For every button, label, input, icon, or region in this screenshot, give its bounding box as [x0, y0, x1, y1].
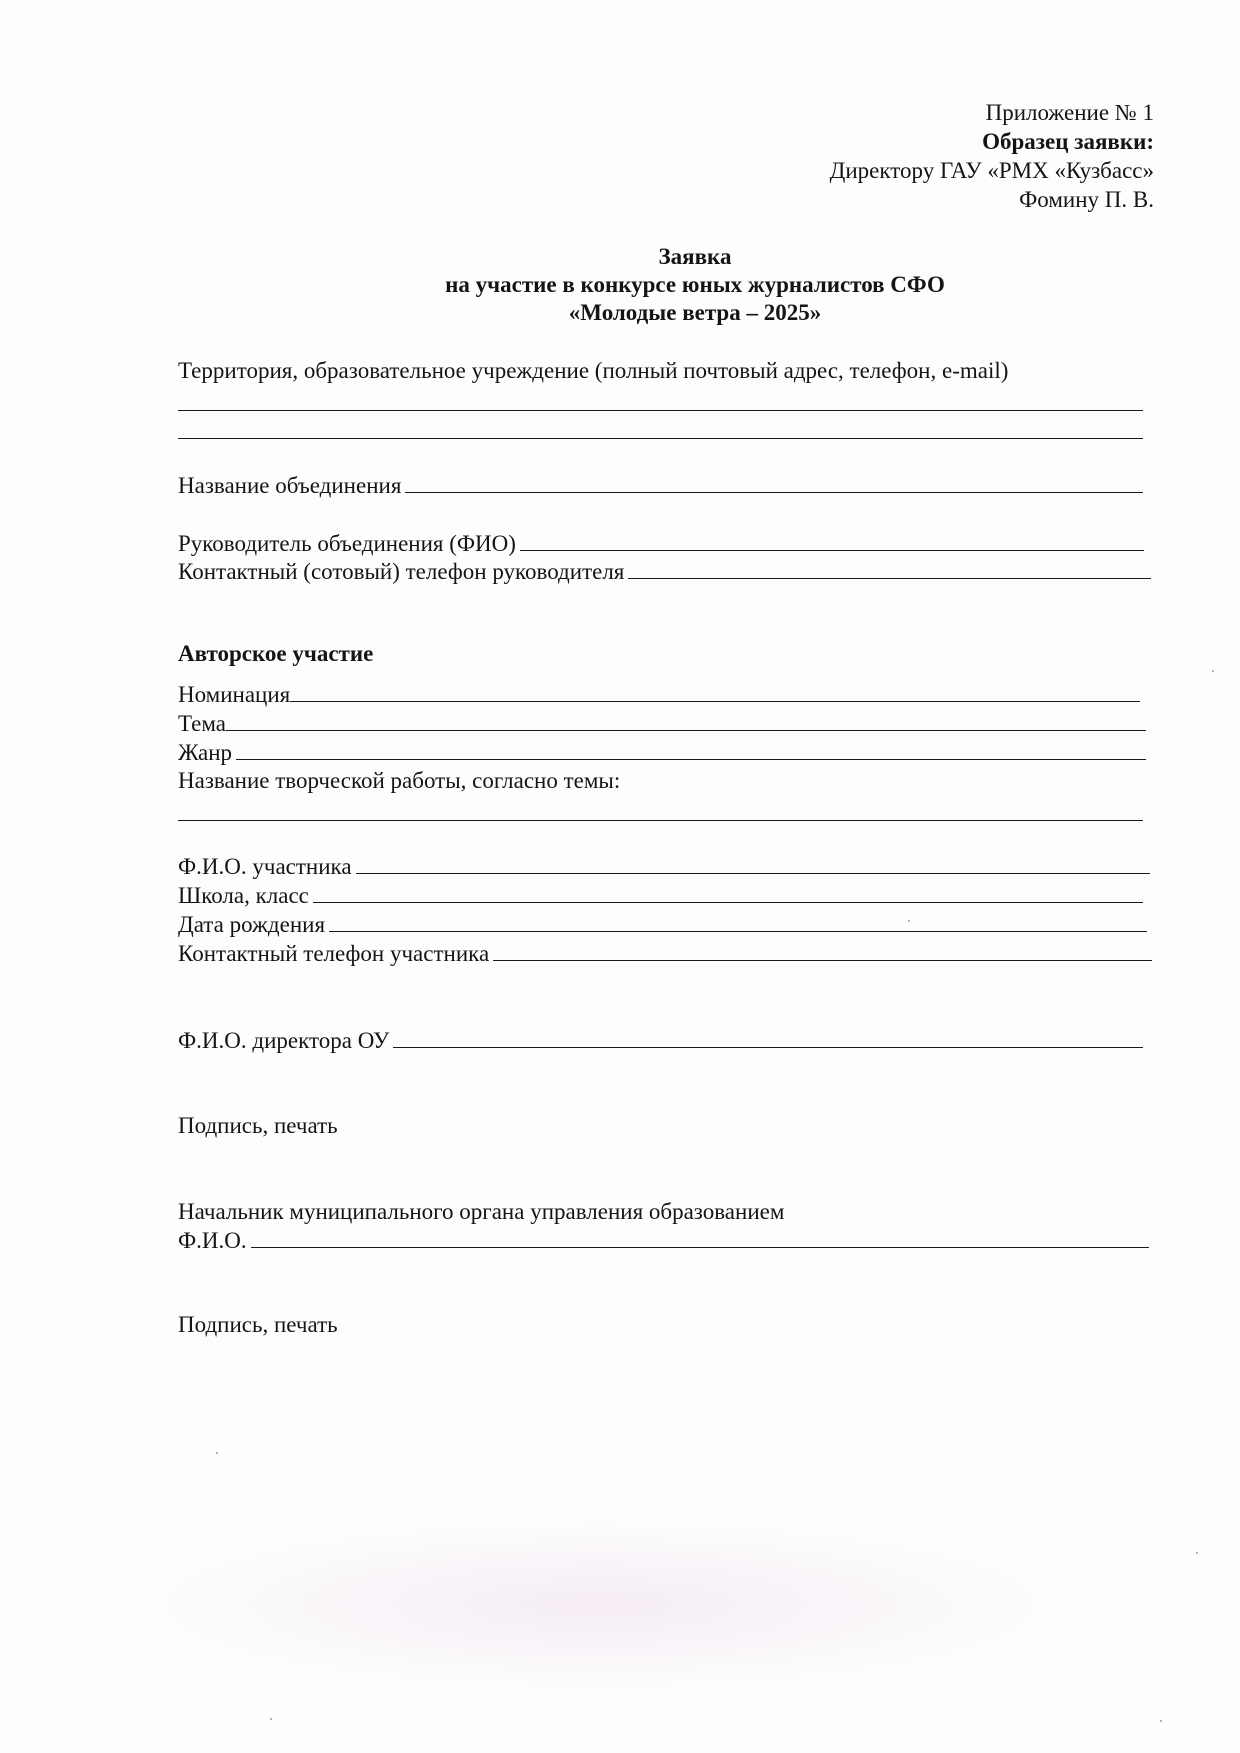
addressee-line-2: Фомину П. В. [1019, 187, 1154, 212]
genre-line[interactable] [236, 739, 1146, 760]
leader-line[interactable] [520, 530, 1144, 551]
participant-name-label: Ф.И.О. участника [178, 854, 352, 879]
head-name-field [178, 1227, 1149, 1255]
director-line[interactable] [393, 1027, 1143, 1048]
scan-speck [1212, 670, 1214, 672]
director-label: Ф.И.О. директора ОУ [178, 1028, 390, 1053]
association-name-label: Название объединения [178, 473, 402, 498]
title-line-1: Заявка [658, 244, 732, 269]
head-name-label: Ф.И.О. [178, 1228, 247, 1253]
title-line-2: на участие в конкурсе юных журналистов СФО [445, 272, 945, 297]
participant-phone-field [178, 940, 1152, 968]
school-class-line[interactable] [313, 882, 1143, 903]
participant-name-field [178, 853, 1150, 881]
school-class-field [178, 882, 1143, 910]
nomination-line[interactable] [290, 681, 1140, 702]
director-field [178, 1027, 1143, 1055]
addressee-block [830, 98, 1154, 214]
page-tint [150, 1520, 1050, 1690]
theme-line[interactable] [226, 710, 1146, 731]
scan-speck [1196, 1552, 1198, 1554]
document-title [0, 243, 1240, 327]
sample-label: Образец заявки: [982, 129, 1154, 154]
leader-phone-field [178, 558, 1151, 586]
work-title-line[interactable] [178, 820, 1143, 821]
genre-label: Жанр [178, 740, 233, 765]
nomination-field [178, 681, 1140, 709]
scan-speck [1160, 1720, 1162, 1722]
leader-phone-line[interactable] [628, 558, 1151, 579]
signature-label-2: Подпись, печать [178, 1312, 338, 1337]
scan-speck [270, 1718, 272, 1720]
appendix-number: Приложение № 1 [985, 100, 1154, 125]
territory-label: Территория, образовательное учреждение (полный почтовый адрес, телефон, e-mail) [178, 358, 1009, 383]
participant-name-line[interactable] [356, 853, 1150, 874]
leader-field [178, 530, 1144, 558]
association-name-field [178, 472, 1143, 500]
birth-date-field [178, 911, 1147, 939]
addressee-line-1: Директору ГАУ «РМХ «Кузбасс» [829, 158, 1154, 183]
territory-line-1[interactable] [178, 410, 1143, 411]
participant-phone-label: Контактный телефон участника [178, 941, 490, 966]
authorship-heading: Авторское участие [178, 641, 374, 666]
leader-phone-label: Контактный (сотовый) телефон руководителя [178, 559, 625, 584]
participant-phone-line[interactable] [493, 940, 1152, 961]
education-head-label: Начальник муниципального органа управления образованием [178, 1199, 785, 1224]
birth-date-label: Дата рождения [178, 912, 326, 937]
theme-label: Тема [178, 711, 226, 736]
genre-field [178, 739, 1146, 767]
signature-label-1: Подпись, печать [178, 1113, 338, 1138]
theme-field [178, 710, 1146, 738]
nomination-label: Номинация [178, 682, 291, 707]
work-title-label: Название творческой работы, согласно темы: [178, 768, 621, 793]
head-name-line[interactable] [251, 1227, 1149, 1248]
birth-date-line[interactable] [329, 911, 1147, 932]
territory-line-2[interactable] [178, 438, 1143, 439]
association-name-line[interactable] [405, 472, 1143, 493]
school-class-label: Школа, класс [178, 883, 309, 908]
title-line-3: «Молодые ветра – 2025» [568, 300, 822, 325]
leader-label: Руководитель объединения (ФИО) [178, 531, 516, 556]
scan-speck [216, 1452, 218, 1454]
